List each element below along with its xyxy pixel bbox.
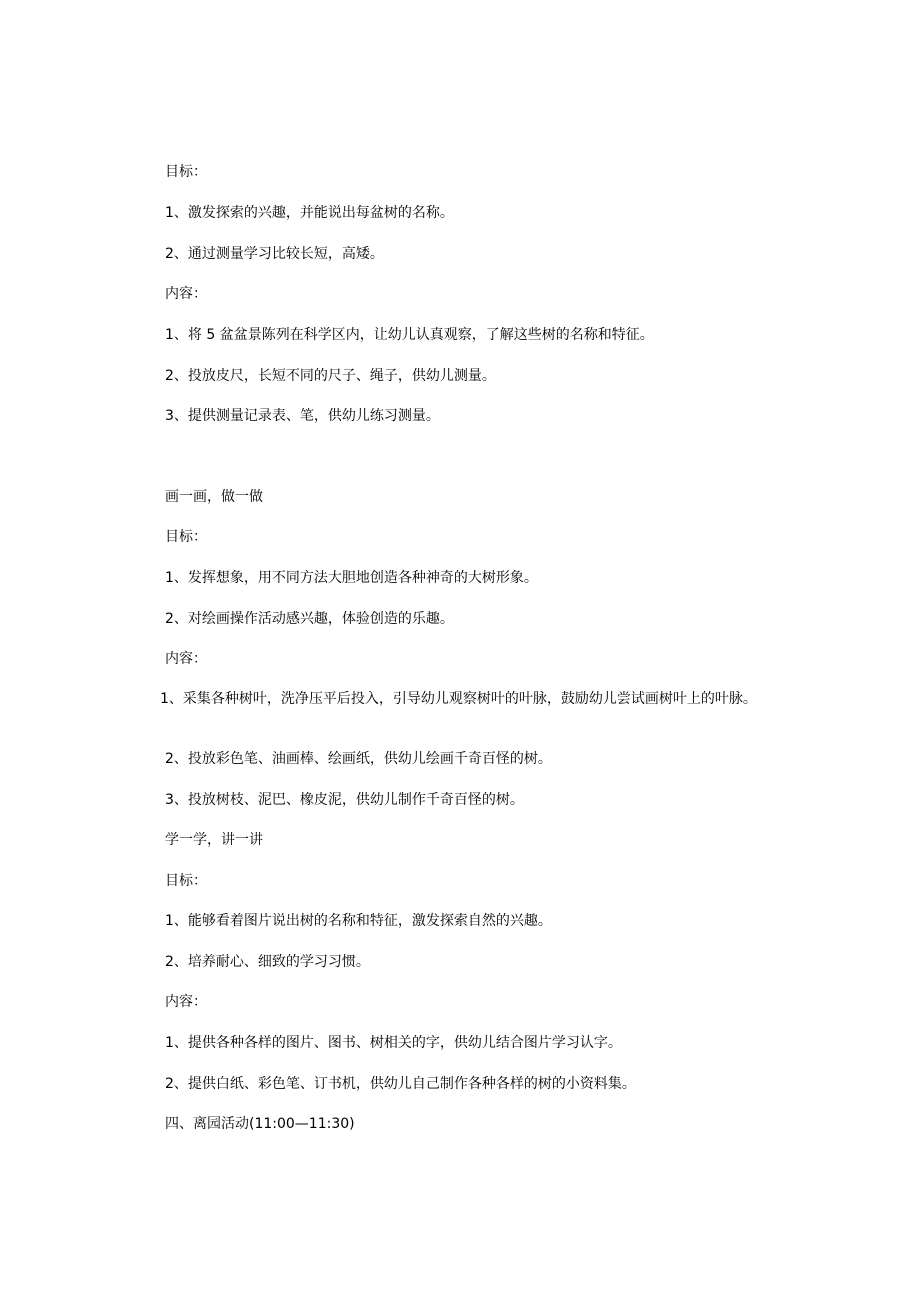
- goal-heading-2: 目标：: [165, 529, 207, 545]
- content-heading-1: 内容：: [165, 286, 207, 302]
- goal-heading-1: 目标：: [165, 164, 207, 180]
- content-item-7: 1、提供各种各样的图片、图书、树相关的字，供幼儿结合图片学习认字。: [165, 1035, 622, 1051]
- goal-item-4: 2、对绘画操作活动感兴趣，体验创造的乐趣。: [165, 611, 454, 627]
- content-item-6: 3、投放树枝、泥巴、橡皮泥，供幼儿制作千奇百怪的树。: [165, 792, 524, 808]
- goal-item-5: 1、能够看着图片说出树的名称和特征，激发探索自然的兴趣。: [165, 913, 552, 929]
- content-heading-3: 内容：: [165, 994, 207, 1010]
- section-title-learn: 学一学，讲一讲: [165, 832, 263, 848]
- content-item-4: 1、采集各种树叶，洗净压平后投入，引导幼儿观察树叶的叶脉，鼓励幼儿尝试画树叶上的叶脉。: [160, 691, 757, 707]
- goal-item-3: 1、发挥想象，用不同方法大胆地创造各种神奇的大树形象。: [165, 570, 538, 586]
- goal-heading-3: 目标：: [165, 873, 207, 889]
- content-item-2: 2、投放皮尺，长短不同的尺子、绳子，供幼儿测量。: [165, 368, 496, 384]
- content-item-1: 1、将 5 盆盆景陈列在科学区内，让幼儿认真观察，了解这些树的名称和特征。: [165, 327, 654, 343]
- goal-item-6: 2、培养耐心、细致的学习习惯。: [165, 954, 370, 970]
- content-item-5: 2、投放彩色笔、油画棒、绘画纸，供幼儿绘画千奇百怪的树。: [165, 751, 552, 767]
- content-item-3: 3、提供测量记录表、笔，供幼儿练习测量。: [165, 408, 440, 424]
- section-title-departure: 四、离园活动(11:00—11:30): [165, 1116, 355, 1132]
- section-title-draw: 画一画，做一做: [165, 489, 263, 505]
- content-item-8: 2、提供白纸、彩色笔、订书机，供幼儿自己制作各种各样的树的小资料集。: [165, 1076, 636, 1092]
- goal-item-2: 2、通过测量学习比较长短，高矮。: [165, 246, 384, 262]
- content-heading-2: 内容：: [165, 651, 207, 667]
- goal-item-1: 1、激发探索的兴趣，并能说出每盆树的名称。: [165, 205, 454, 221]
